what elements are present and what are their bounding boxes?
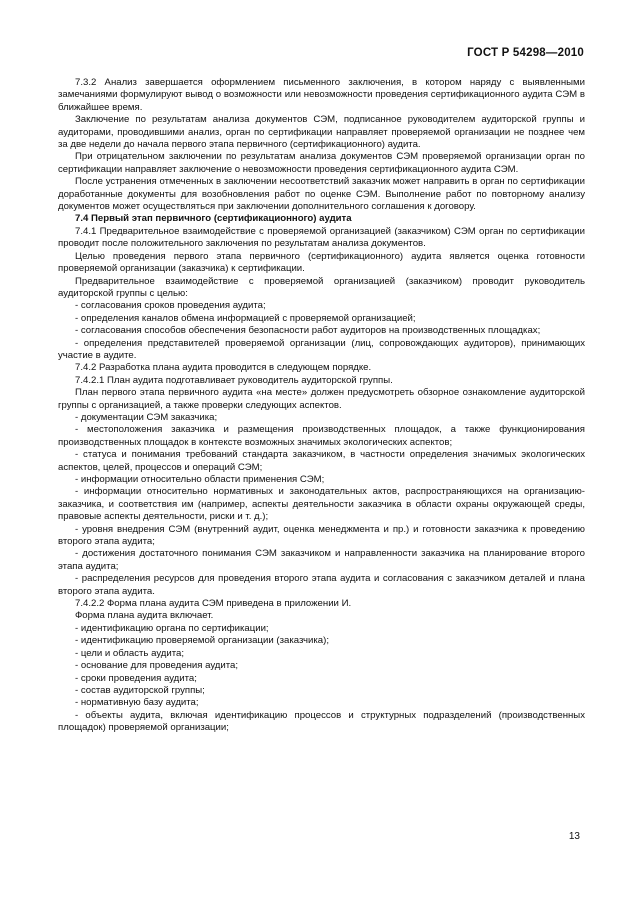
paragraph: Заключение по результатам анализа документов СЭМ, подписанное руководителем аудиторской группы и аудиторами, проводившими анализ, орган по сертификации направляет проверяемой организации не позднее чем за две недели до начала первого этапа первичного (сертификационного) аудита. xyxy=(58,114,585,151)
paragraph: 7.3.2 Анализ завершается оформлением письменного заключения, в котором наряду с выявленными замечаниями формулируют вывод о возможности или невозможности проведения сертификационного аудита СЭМ в ближайшее время. xyxy=(58,77,585,113)
page-number: 13 xyxy=(568,831,580,842)
paragraph: Целью проведения первого этапа первичного (сертификационного) аудита является оценка готовности проверяемой организации (заказчика) к сертификации. xyxy=(58,250,585,275)
list-item: - идентификацию проверяемой организации (заказчика); xyxy=(75,635,329,647)
list-item: - документации СЭМ заказчика; xyxy=(75,411,218,423)
list-item: - цели и область аудита; xyxy=(75,647,185,659)
list-item: - достижения достаточного понимания СЭМ заказчиком и направленности заказчика на планирование второго этапа аудита; xyxy=(58,548,585,572)
paragraph: Предварительное взаимодействие с проверяемой организацией (заказчиком) проводит руководитель аудиторской группы с целью: xyxy=(58,275,585,299)
paragraph: 7.4.2 Разработка плана аудита проводится в следующем порядке. xyxy=(75,362,372,374)
section-heading: 7.4 Первый этап первичного (сертификационного) аудита xyxy=(75,213,352,225)
list-item: - состав аудиторской группы; xyxy=(75,684,205,696)
paragraph: При отрицательном заключении по результатам анализа документов СЭМ проверяемой организации орган по сертификации направляет заключение о невозможности проведения сертификационного аудита СЭМ. xyxy=(58,151,585,175)
list-item: - информации относительно нормативных и законодательных актов, распространяющихся на организацию-заказчика, и соответствия им (например, аспекты деятельности заказчика в области охраны окружающей среды, правовые аспекты деятельности, риски и т. д.); xyxy=(58,486,585,523)
standard-header: ГОСТ Р 54298—2010 xyxy=(467,47,584,59)
list-item: - информации относительно области применения СЭМ; xyxy=(75,474,325,485)
list-item: - статуса и понимания требований стандарта заказчиком, в частности определения значимых экологических аспектов, целей, процессов и операций СЭМ; xyxy=(58,449,585,473)
list-item: - согласования способов обеспечения безопасности работ аудиторов на производственных площадках; xyxy=(75,325,541,337)
list-item: - идентификацию органа по сертификации; xyxy=(75,622,269,634)
paragraph: 7.4.2.2 Форма плана аудита СЭМ приведена в приложении И. xyxy=(75,598,352,610)
paragraph: План первого этапа первичного аудита «на месте» должен предусмотреть обзорное ознакомление аудиторской группы с организацией, а также проверки следующих аспектов. xyxy=(58,387,585,411)
list-item: - согласования сроков проведения аудита; xyxy=(75,300,266,312)
list-item: - распределения ресурсов для проведения второго этапа аудита и согласования с заказчиком деталей и плана второго этапа аудита. xyxy=(58,573,585,597)
body-text xyxy=(58,77,585,735)
list-item: - местоположения заказчика и размещения производственных площадок, а также функционирования производственных площадок в контексте возможных значимых экологических аспектов; xyxy=(58,424,585,448)
list-item: - уровня внедрения СЭМ (внутренний аудит, оценка менеджмента и пр.) и готовности заказчика к проведению второго этапа аудита; xyxy=(58,523,585,548)
list-item: - определения представителей проверяемой организации (лиц, сопровождающих аудиторов), принимающих участие в аудите. xyxy=(58,337,585,361)
list-item: - нормативную базу аудита; xyxy=(75,697,199,709)
paragraph: 7.4.1 Предварительное взаимодействие с проверяемой организацией (заказчиком) СЭМ орган по сертификации проводит после положительного заключения по результатам анализа документов. xyxy=(58,225,585,250)
paragraph: Форма плана аудита включает. xyxy=(75,610,214,622)
paragraph: 7.4.2.1 План аудита подготавливает руководитель аудиторской группы. xyxy=(75,374,393,386)
list-item: - определения каналов обмена информацией с проверяемой организацией; xyxy=(75,312,416,324)
list-item: - сроки проведения аудита; xyxy=(75,672,197,684)
paragraph: После устранения отмеченных в заключении несоответствий заказчик может направить в орган по сертификации доработанные документы для возобновления работ по оценке СЭМ. Выполнение работ по повторному анализу документов может осуществляться при заключении дополнительного соглашения к договору. xyxy=(58,176,585,213)
list-item: - объекты аудита, включая идентификацию процессов и структурных подразделений (производственных площадок) проверяемой организации; xyxy=(58,709,585,734)
list-item: - основание для проведения аудита; xyxy=(75,660,239,672)
